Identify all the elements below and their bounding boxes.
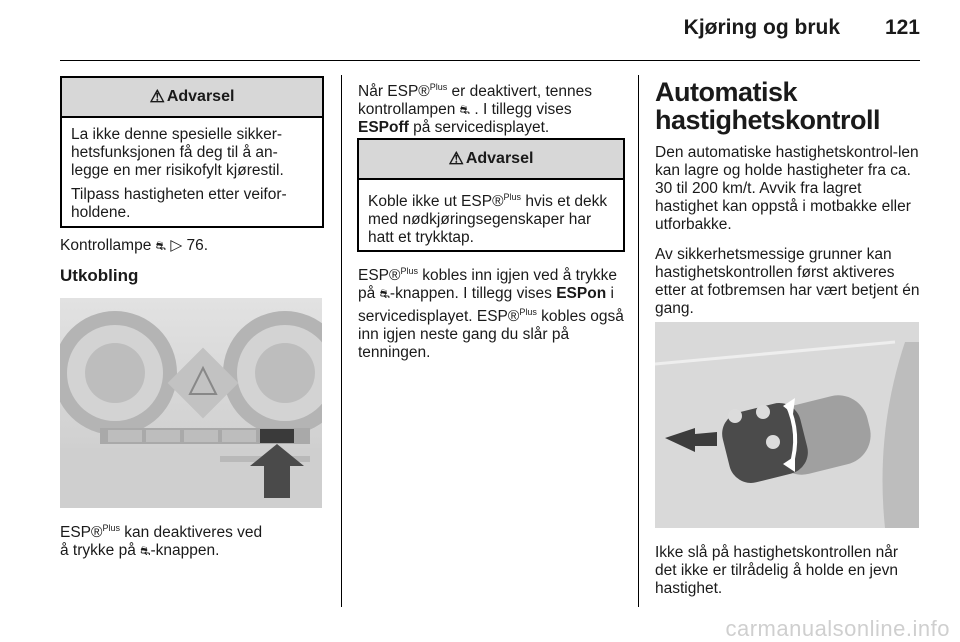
column-divider-2 [638,75,639,607]
warning-text: Tilpass hastigheten etter veifor-holdene. [71,186,287,221]
warning-triangle-icon: ⚠ [149,87,165,106]
header-rule [60,60,920,61]
page-number: 121 [884,16,920,39]
dashboard-esp-button-figure [60,298,322,508]
warning-header [62,78,322,118]
warning-text: Koble ikke ut ESP®$^{Plus}$ hvis et dekk med nødkjøringsegenskaper har hatt et trykktap. [368,192,608,247]
section-heading: Utkobling [60,266,139,285]
section-title: Automatisk hastighetskontroll [655,77,881,135]
lamp-page-ref: 76. [186,237,209,254]
esp-off-paragraph: Når ESP®$^{Plus}$ er deaktivert, tennes kontrollampen ⛐ . I tillegg vises ESPoff på servicedisplayet. [358,82,592,137]
esp-car-skid-icon: ⛐ [155,239,166,253]
warning-box-1 [60,76,324,228]
warning-box-2 [357,138,625,252]
warning-triangle-icon: ⚠ [448,149,464,168]
lamp-text: Kontrollampe [60,237,152,254]
esp-car-skid-icon: ⛐ [140,544,151,559]
watermark: carmanualsonline.info [725,616,950,641]
warning-title: Advarsel [465,150,534,167]
esp-on-paragraph: ESP®$^{Plus}$ kobles inn igjen ved å trykke på ⛐-knappen. I tillegg vises ESPon i servicedisplayet. ESP®$^{Plus}$ kobles også inn igjen neste gang du slår på tenningen. [358,266,624,362]
esp-car-skid-icon: ⛐ [379,287,390,302]
esp-car-skid-icon: ⛐ [459,103,471,118]
warning-body [359,180,623,255]
caption-deactivate: ESP®$^{Plus}$ kan deaktiveres ved å trykke på ⛐-knappen. [60,523,263,560]
column-divider-1 [341,75,342,607]
running-head-title: Kjøring og bruk [683,16,840,39]
cruise-paragraph-2: Av sikkerhetsmessige grunner kan hastighetskontrollen først aktiveres etter at fotbremsen har vært betjent én gang. [655,246,920,317]
cruise-paragraph-1: Den automatiske hastighetskontrol-len kan lagre og holde hastigheter fra ca. 30 til 200 km/t. Avvik fra lagret hastighet kan oppstå i motbakke eller utforbakke. [655,144,919,233]
cruise-paragraph-3: Ikke slå på hastighetskontrollen når det ikke er tilrådelig å holde en jevn hastighet. [655,544,898,597]
warning-title: Advarsel [166,88,235,105]
lamp-reference [60,237,322,255]
warning-body [62,118,322,230]
warning-text: La ikke denne spesielle sikker-hetsfunksjonen få deg til å an-legge en mer risikofylt kjørestil. [71,126,284,179]
warning-header [359,140,623,180]
page-ref-icon: ▷ [170,237,183,254]
cruise-control-lever-figure [655,322,919,528]
